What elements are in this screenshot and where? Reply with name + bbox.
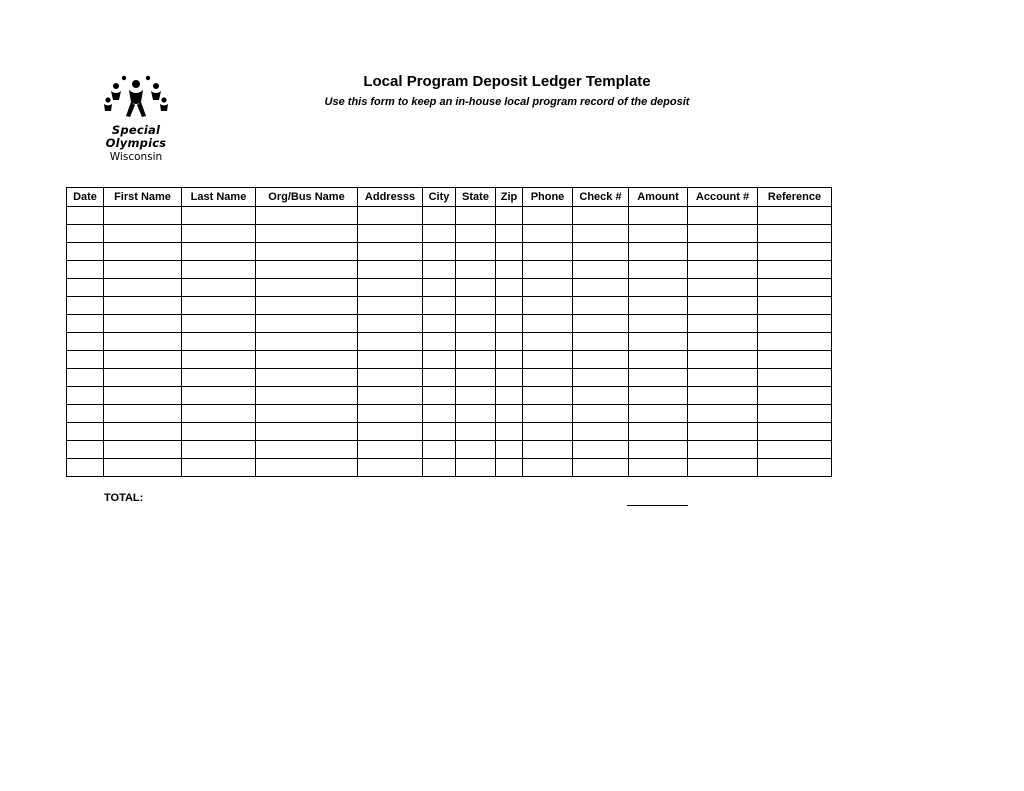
table-cell[interactable] bbox=[523, 225, 573, 243]
table-cell[interactable] bbox=[67, 315, 104, 333]
table-cell[interactable] bbox=[182, 243, 256, 261]
table-cell[interactable] bbox=[629, 441, 688, 459]
table-cell[interactable] bbox=[688, 333, 758, 351]
table-cell[interactable] bbox=[104, 243, 182, 261]
table-cell[interactable] bbox=[573, 387, 629, 405]
table-cell[interactable] bbox=[104, 387, 182, 405]
table-cell[interactable] bbox=[67, 423, 104, 441]
page-subtitle: Use this form to keep an in-house local program record of the deposit bbox=[324, 96, 690, 108]
table-cell[interactable] bbox=[358, 225, 423, 243]
table-cell[interactable] bbox=[358, 207, 423, 225]
table-cell[interactable] bbox=[496, 225, 523, 243]
table-cell[interactable] bbox=[523, 423, 573, 441]
table-cell[interactable] bbox=[456, 225, 496, 243]
table-row bbox=[67, 225, 832, 243]
table-cell[interactable] bbox=[67, 369, 104, 387]
table-cell[interactable] bbox=[456, 279, 496, 297]
table-cell[interactable] bbox=[423, 459, 456, 477]
table-cell[interactable] bbox=[523, 279, 573, 297]
table-cell[interactable] bbox=[423, 297, 456, 315]
table-cell[interactable] bbox=[182, 405, 256, 423]
table-cell[interactable] bbox=[256, 369, 358, 387]
table-cell[interactable] bbox=[688, 459, 758, 477]
table-cell[interactable] bbox=[758, 405, 832, 423]
total-label: TOTAL: bbox=[104, 492, 144, 504]
table-row bbox=[67, 441, 832, 459]
column-header-check-number: Check # bbox=[573, 188, 629, 207]
table-cell[interactable] bbox=[523, 369, 573, 387]
table-cell[interactable] bbox=[256, 297, 358, 315]
table-cell[interactable] bbox=[256, 351, 358, 369]
table-cell[interactable] bbox=[182, 207, 256, 225]
table-cell[interactable] bbox=[358, 423, 423, 441]
table-cell[interactable] bbox=[256, 405, 358, 423]
logo-region: Wisconsin bbox=[109, 151, 163, 163]
table-cell[interactable] bbox=[758, 243, 832, 261]
table-cell[interactable] bbox=[423, 279, 456, 297]
table-cell[interactable] bbox=[688, 441, 758, 459]
table-cell[interactable] bbox=[688, 423, 758, 441]
special-olympics-emblem-icon bbox=[102, 74, 170, 124]
table-cell[interactable] bbox=[423, 207, 456, 225]
table-cell[interactable] bbox=[573, 279, 629, 297]
table-cell[interactable] bbox=[104, 207, 182, 225]
table-cell[interactable] bbox=[688, 315, 758, 333]
column-header-reference: Reference bbox=[758, 188, 832, 207]
table-cell[interactable] bbox=[758, 423, 832, 441]
table-cell[interactable] bbox=[688, 405, 758, 423]
table-cell[interactable] bbox=[104, 423, 182, 441]
table-cell[interactable] bbox=[496, 459, 523, 477]
table-cell[interactable] bbox=[688, 369, 758, 387]
table-row bbox=[67, 279, 832, 297]
column-header-amount: Amount bbox=[629, 188, 688, 207]
table-cell[interactable] bbox=[629, 369, 688, 387]
table-cell[interactable] bbox=[496, 423, 523, 441]
table-cell[interactable] bbox=[496, 297, 523, 315]
column-header-org-bus-name: Org/Bus Name bbox=[256, 188, 358, 207]
table-cell[interactable] bbox=[423, 315, 456, 333]
table-cell[interactable] bbox=[688, 261, 758, 279]
table-cell[interactable] bbox=[523, 207, 573, 225]
table-cell[interactable] bbox=[104, 459, 182, 477]
table-cell[interactable] bbox=[182, 225, 256, 243]
table-cell[interactable] bbox=[496, 387, 523, 405]
table-cell[interactable] bbox=[573, 369, 629, 387]
table-cell[interactable] bbox=[496, 369, 523, 387]
table-cell[interactable] bbox=[758, 387, 832, 405]
table-cell[interactable] bbox=[182, 441, 256, 459]
table-cell[interactable] bbox=[256, 441, 358, 459]
table-cell[interactable] bbox=[182, 387, 256, 405]
logo-brand-line2: Olympics bbox=[105, 136, 167, 150]
table-cell[interactable] bbox=[629, 243, 688, 261]
table-cell[interactable] bbox=[688, 225, 758, 243]
table-cell[interactable] bbox=[573, 441, 629, 459]
column-header-zip: Zip bbox=[496, 188, 523, 207]
logo bbox=[88, 74, 184, 166]
table-cell[interactable] bbox=[358, 387, 423, 405]
column-header-account-number: Account # bbox=[688, 188, 758, 207]
total-amount-line bbox=[627, 505, 688, 506]
table-cell[interactable] bbox=[104, 261, 182, 279]
table-cell[interactable] bbox=[104, 297, 182, 315]
table-row bbox=[67, 351, 832, 369]
column-header-first-name: First Name bbox=[104, 188, 182, 207]
table-cell[interactable] bbox=[456, 207, 496, 225]
table-cell[interactable] bbox=[67, 405, 104, 423]
table-cell[interactable] bbox=[496, 351, 523, 369]
table-cell[interactable] bbox=[358, 261, 423, 279]
table-cell[interactable] bbox=[104, 279, 182, 297]
table-cell[interactable] bbox=[456, 405, 496, 423]
table-cell[interactable] bbox=[358, 405, 423, 423]
table-cell[interactable] bbox=[104, 333, 182, 351]
table-cell[interactable] bbox=[523, 441, 573, 459]
table-cell[interactable] bbox=[758, 315, 832, 333]
table-cell[interactable] bbox=[358, 333, 423, 351]
table-cell[interactable] bbox=[67, 387, 104, 405]
column-header-last-name: Last Name bbox=[182, 188, 256, 207]
table-cell[interactable] bbox=[456, 441, 496, 459]
table-cell[interactable] bbox=[758, 207, 832, 225]
table-cell[interactable] bbox=[523, 297, 573, 315]
table-row bbox=[67, 387, 832, 405]
table-cell[interactable] bbox=[573, 333, 629, 351]
table-cell[interactable] bbox=[104, 351, 182, 369]
table-cell[interactable] bbox=[104, 441, 182, 459]
table-cell[interactable] bbox=[523, 459, 573, 477]
table-cell[interactable] bbox=[67, 351, 104, 369]
table-cell[interactable] bbox=[688, 207, 758, 225]
table-cell[interactable] bbox=[256, 207, 358, 225]
table-cell[interactable] bbox=[629, 387, 688, 405]
table-cell[interactable] bbox=[358, 369, 423, 387]
table-cell[interactable] bbox=[256, 459, 358, 477]
table-cell[interactable] bbox=[573, 297, 629, 315]
table-row bbox=[67, 243, 832, 261]
table-row bbox=[67, 459, 832, 477]
table-cell[interactable] bbox=[256, 279, 358, 297]
table-cell[interactable] bbox=[256, 261, 358, 279]
table-row bbox=[67, 261, 832, 279]
table-cell[interactable] bbox=[256, 387, 358, 405]
table-cell[interactable] bbox=[423, 387, 456, 405]
table-cell[interactable] bbox=[182, 261, 256, 279]
table-cell[interactable] bbox=[456, 423, 496, 441]
table-cell[interactable] bbox=[629, 225, 688, 243]
table-cell[interactable] bbox=[67, 279, 104, 297]
table-cell[interactable] bbox=[496, 261, 523, 279]
table-cell[interactable] bbox=[688, 387, 758, 405]
table-cell[interactable] bbox=[423, 243, 456, 261]
table-cell[interactable] bbox=[423, 351, 456, 369]
column-header-phone: Phone bbox=[523, 188, 573, 207]
table-cell[interactable] bbox=[758, 225, 832, 243]
table-cell[interactable] bbox=[523, 261, 573, 279]
table-cell[interactable] bbox=[573, 405, 629, 423]
table-cell[interactable] bbox=[67, 207, 104, 225]
table-cell[interactable] bbox=[629, 423, 688, 441]
table-cell[interactable] bbox=[688, 297, 758, 315]
table-cell[interactable] bbox=[104, 405, 182, 423]
table-cell[interactable] bbox=[758, 297, 832, 315]
table-row bbox=[67, 333, 832, 351]
table-cell[interactable] bbox=[456, 387, 496, 405]
table-cell[interactable] bbox=[67, 333, 104, 351]
table-cell[interactable] bbox=[758, 351, 832, 369]
table-cell[interactable] bbox=[358, 459, 423, 477]
table-cell[interactable] bbox=[256, 333, 358, 351]
table-cell[interactable] bbox=[67, 441, 104, 459]
table-cell[interactable] bbox=[629, 315, 688, 333]
table-cell[interactable] bbox=[456, 243, 496, 261]
table-cell[interactable] bbox=[496, 441, 523, 459]
table-cell[interactable] bbox=[496, 207, 523, 225]
table-cell[interactable] bbox=[758, 369, 832, 387]
table-cell[interactable] bbox=[629, 405, 688, 423]
table-cell[interactable] bbox=[573, 459, 629, 477]
table-cell[interactable] bbox=[256, 315, 358, 333]
table-cell[interactable] bbox=[688, 243, 758, 261]
table-cell[interactable] bbox=[629, 459, 688, 477]
table-cell[interactable] bbox=[358, 441, 423, 459]
table-cell[interactable] bbox=[423, 261, 456, 279]
table-cell[interactable] bbox=[496, 279, 523, 297]
table-cell[interactable] bbox=[456, 351, 496, 369]
table-cell[interactable] bbox=[496, 333, 523, 351]
table-cell[interactable] bbox=[67, 297, 104, 315]
table-cell[interactable] bbox=[758, 279, 832, 297]
table-cell[interactable] bbox=[688, 351, 758, 369]
table-cell[interactable] bbox=[523, 315, 573, 333]
table-cell[interactable] bbox=[758, 261, 832, 279]
table-cell[interactable] bbox=[573, 315, 629, 333]
table-cell[interactable] bbox=[358, 315, 423, 333]
table-row bbox=[67, 405, 832, 423]
table-cell[interactable] bbox=[423, 369, 456, 387]
table-cell[interactable] bbox=[629, 351, 688, 369]
header-row bbox=[67, 188, 832, 207]
table-cell[interactable] bbox=[523, 405, 573, 423]
table-cell[interactable] bbox=[358, 243, 423, 261]
table-cell[interactable] bbox=[182, 315, 256, 333]
table-cell[interactable] bbox=[523, 333, 573, 351]
table-cell[interactable] bbox=[104, 315, 182, 333]
table-cell[interactable] bbox=[523, 351, 573, 369]
table-cell[interactable] bbox=[182, 333, 256, 351]
table-cell[interactable] bbox=[629, 297, 688, 315]
table-row bbox=[67, 423, 832, 441]
page-title: Local Program Deposit Ledger Template bbox=[363, 73, 651, 90]
table-cell[interactable] bbox=[496, 405, 523, 423]
table-row bbox=[67, 369, 832, 387]
table-cell[interactable] bbox=[182, 423, 256, 441]
table-cell[interactable] bbox=[496, 315, 523, 333]
table-cell[interactable] bbox=[523, 387, 573, 405]
table-cell[interactable] bbox=[573, 423, 629, 441]
table-cell[interactable] bbox=[573, 243, 629, 261]
column-header-date: Date bbox=[67, 188, 104, 207]
column-header-state: State bbox=[456, 188, 496, 207]
table-cell[interactable] bbox=[67, 243, 104, 261]
table-cell[interactable] bbox=[182, 351, 256, 369]
table-cell[interactable] bbox=[423, 423, 456, 441]
table-cell[interactable] bbox=[358, 279, 423, 297]
column-header-city: City bbox=[423, 188, 456, 207]
table-cell[interactable] bbox=[67, 459, 104, 477]
table-cell[interactable] bbox=[573, 261, 629, 279]
table-cell[interactable] bbox=[496, 243, 523, 261]
table-cell[interactable] bbox=[456, 297, 496, 315]
table-cell[interactable] bbox=[456, 333, 496, 351]
table-cell[interactable] bbox=[182, 297, 256, 315]
table-cell[interactable] bbox=[423, 333, 456, 351]
table-cell[interactable] bbox=[256, 423, 358, 441]
table-cell[interactable] bbox=[67, 261, 104, 279]
table-cell[interactable] bbox=[456, 261, 496, 279]
table-cell[interactable] bbox=[256, 243, 358, 261]
table-cell[interactable] bbox=[629, 207, 688, 225]
table-cell[interactable] bbox=[523, 243, 573, 261]
table-cell[interactable] bbox=[104, 369, 182, 387]
table-cell[interactable] bbox=[358, 297, 423, 315]
table-cell[interactable] bbox=[67, 225, 104, 243]
table-cell[interactable] bbox=[182, 459, 256, 477]
table-cell[interactable] bbox=[423, 441, 456, 459]
table-row bbox=[67, 315, 832, 333]
column-header-address: Addresss bbox=[358, 188, 423, 207]
deposit-ledger-table bbox=[66, 187, 832, 477]
table-cell[interactable] bbox=[256, 225, 358, 243]
table-cell[interactable] bbox=[629, 333, 688, 351]
table-cell[interactable] bbox=[573, 225, 629, 243]
table-cell[interactable] bbox=[358, 351, 423, 369]
table-cell[interactable] bbox=[456, 459, 496, 477]
table-cell[interactable] bbox=[182, 279, 256, 297]
logo-brand-line1: Special bbox=[111, 123, 161, 137]
table-cell[interactable] bbox=[758, 441, 832, 459]
table-cell[interactable] bbox=[758, 459, 832, 477]
table-cell[interactable] bbox=[758, 333, 832, 351]
table-cell[interactable] bbox=[688, 279, 758, 297]
table-cell[interactable] bbox=[456, 315, 496, 333]
table-row bbox=[67, 207, 832, 225]
table-row bbox=[67, 297, 832, 315]
table-cell[interactable] bbox=[629, 279, 688, 297]
table-cell[interactable] bbox=[423, 405, 456, 423]
table-cell[interactable] bbox=[456, 369, 496, 387]
table-cell[interactable] bbox=[182, 369, 256, 387]
table-cell[interactable] bbox=[423, 225, 456, 243]
table-cell[interactable] bbox=[573, 351, 629, 369]
table-cell[interactable] bbox=[573, 207, 629, 225]
table-cell[interactable] bbox=[629, 261, 688, 279]
ledger-body bbox=[67, 207, 832, 477]
table-cell[interactable] bbox=[104, 225, 182, 243]
